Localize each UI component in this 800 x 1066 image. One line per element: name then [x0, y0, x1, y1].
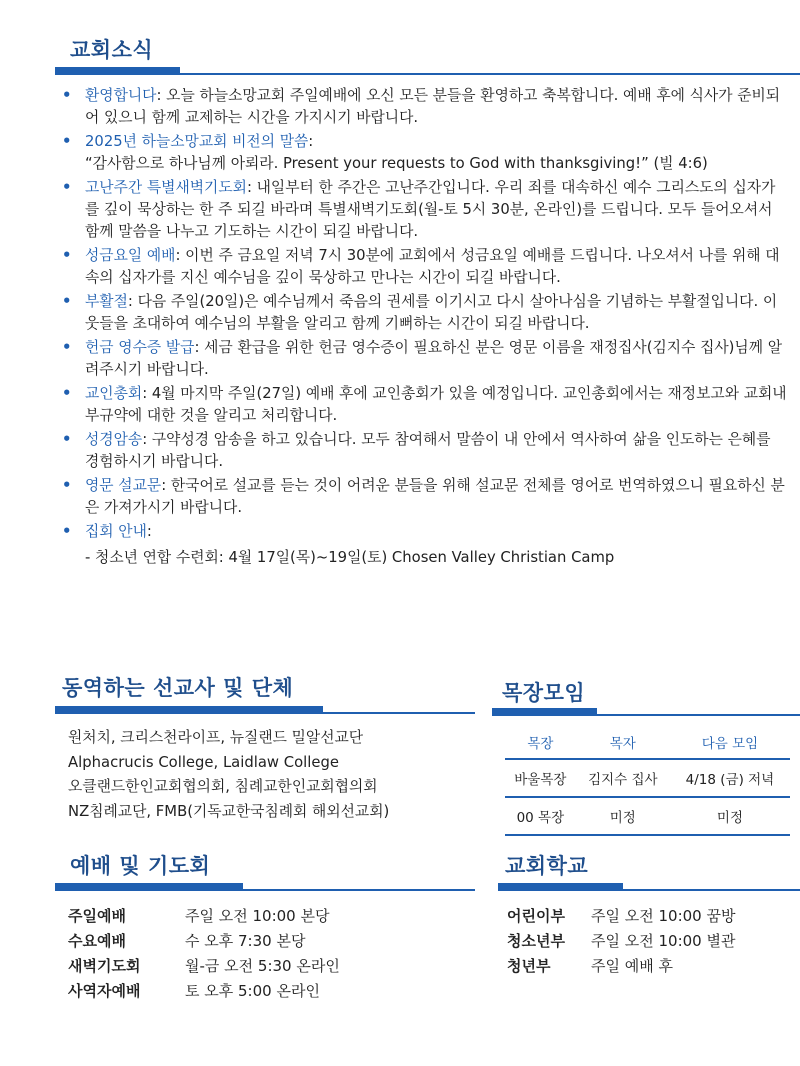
- header-cell: 다음 모임: [670, 730, 790, 759]
- cell-meeting-table: [505, 730, 790, 836]
- bullet-icon: •: [62, 523, 72, 540]
- missions-list: [68, 726, 389, 824]
- news-item: [62, 475, 787, 519]
- news-item: [62, 337, 787, 381]
- department-time: 주일 오전 10:00 꿈방: [591, 907, 736, 925]
- news-item-detail: - 청소년 연합 수련회: 4월 17일(목)~19일(토) Chosen Valley Christian Camp: [85, 549, 615, 566]
- bullet-icon: •: [62, 247, 72, 264]
- news-item-text: :: [308, 133, 314, 150]
- schedule-row: [68, 979, 340, 1004]
- mission-line: 원처치, 크리스천라이프, 뉴질랜드 밀알선교단: [68, 729, 364, 746]
- bullet-icon: •: [62, 431, 72, 448]
- service-time: 수 오후 7:30 본당: [185, 932, 306, 950]
- cells-title-rule: [492, 708, 800, 716]
- news-item: [62, 85, 787, 129]
- header-cell: 목자: [576, 730, 670, 759]
- service-name: 주일예배: [68, 907, 126, 925]
- news-item-label: 성금요일 예배: [85, 247, 176, 264]
- bullet-icon: •: [62, 339, 72, 356]
- news-item-label: 영문 설교문: [85, 477, 162, 494]
- department-time: 주일 오전 10:00 별관: [591, 932, 736, 950]
- news-item-text: : 이번 주 금요일 저녁 7시 30분에 교회에서 성금요일 예배를 드립니다. 나오셔서 나를 위해 대속의 십자가를 지신 예수님을 깊이 묵상하고 만나는 시간이 되길 바랍니다.: [85, 247, 780, 286]
- bullet-icon: •: [62, 133, 72, 150]
- news-item-text: : 오늘 하늘소망교회 주일예배에 오신 모든 분들을 환영하고 축복합니다. 예배 후에 식사가 준비되어 있으니 함께 교제하는 시간을 가지시기 바랍니다.: [85, 87, 781, 126]
- mission-line: Alphacrucis College, Laidlaw College: [68, 753, 339, 771]
- cell-name: 00 목장: [505, 797, 576, 835]
- bullet-icon: •: [62, 87, 72, 104]
- department-name: 청년부: [507, 957, 551, 975]
- service-name: 수요예배: [68, 932, 126, 950]
- school-title: 교회학교: [505, 854, 589, 878]
- news-item-text: :: [146, 523, 152, 540]
- news-item-label: 2025년 하늘소망교회 비전의 말씀: [85, 133, 309, 150]
- news-item-text: : 구약성경 암송을 하고 있습니다. 모두 참여해서 말씀이 내 안에서 역사하여 삶을 인도하는 은혜를 경험하시기 바랍니다.: [85, 431, 771, 470]
- news-item: [62, 131, 787, 175]
- news-item-text: : 한국어로 설교를 듣는 것이 어려운 분들을 위해 설교문 전체를 영어로 번역하였으니 필요하신 분은 가져가시기 바랍니다.: [85, 477, 785, 516]
- news-item: [62, 245, 787, 289]
- news-title-rule: [55, 67, 800, 75]
- news-item-detail: “감사함으로 하나님께 아뢰라. Present your requests to God with thanksgiving!” (빌 4:6): [85, 155, 708, 172]
- department-time: 주일 예배 후: [591, 957, 673, 975]
- department-name: 어린이부: [507, 907, 565, 925]
- cell-leader: 미정: [576, 797, 670, 835]
- news-title: 교회소식: [70, 38, 154, 62]
- news-item-label: 환영합니다: [85, 87, 157, 104]
- news-item-label: 집회 안내: [85, 523, 147, 540]
- worship-title-rule: [55, 883, 475, 891]
- mission-line: 오클랜드한인교회협의회, 침례교한인교회협의회: [68, 778, 378, 795]
- department-name: 청소년부: [507, 932, 565, 950]
- cell-leader: 김지수 집사: [576, 759, 670, 797]
- news-item-text: : 다음 주일(20일)은 예수님께서 죽음의 권세를 이기시고 다시 살아나심을 기념하는 부활절입니다. 이웃들을 초대하여 예수님의 부활을 알리고 함께 기뻐하는 시간이 되길 바랍니다.: [85, 293, 778, 332]
- news-list: [62, 85, 787, 571]
- mission-line: NZ침례교단, FMB(기독교한국침례회 해외선교회): [68, 802, 390, 820]
- news-item: [62, 177, 787, 243]
- cells-title: 목장모임: [502, 681, 586, 705]
- school-schedule: [507, 904, 735, 979]
- bullet-icon: •: [62, 385, 72, 402]
- schedule-row: [507, 954, 735, 979]
- schedule-row: [507, 904, 735, 929]
- news-item-text: : 내일부터 한 주간은 고난주간입니다. 우리 죄를 대속하신 예수 그리스도의 십자가를 깊이 묵상하는 한 주 되길 바라며 특별새벽기도회(월-토 5시 30분, 온라인)를 드립니다. 모두 들어오셔서 함께 말씀을 나누고 기도하는 시간이 되길 바랍니다.: [85, 179, 776, 240]
- service-name: 새벽기도회: [68, 957, 141, 975]
- service-time: 월-금 오전 5:30 온라인: [185, 957, 340, 975]
- schedule-row: [68, 954, 340, 979]
- news-item-text: : 4월 마지막 주일(27일) 예배 후에 교인총회가 있을 예정입니다. 교인총회에서는 재정보고와 교회내부규약에 대한 것을 알리고 처리합니다.: [85, 385, 787, 424]
- header-cell: 목장: [505, 730, 576, 759]
- schedule-row: [507, 929, 735, 954]
- news-item: [62, 429, 787, 473]
- table-row: [505, 759, 790, 797]
- worship-schedule: [68, 904, 340, 1004]
- schedule-row: [68, 929, 340, 954]
- news-item: [62, 521, 787, 569]
- news-item-label: 교인총회: [85, 385, 143, 402]
- bullet-icon: •: [62, 477, 72, 494]
- news-item-label: 헌금 영수증 발급: [85, 339, 195, 356]
- news-item: [62, 291, 787, 335]
- table-row: [505, 797, 790, 835]
- cell-name: 바울목장: [505, 759, 576, 797]
- news-item-label: 부활절: [85, 293, 128, 310]
- news-item: [62, 383, 787, 427]
- cell-next-meeting: 미정: [670, 797, 790, 835]
- news-item-text: : 세금 환급을 위한 헌금 영수증이 필요하신 분은 영문 이름을 재정집사(김지수 집사)님께 알려주시기 바랍니다.: [85, 339, 783, 378]
- schedule-row: [68, 904, 340, 929]
- school-title-rule: [498, 883, 800, 891]
- worship-title: 예배 및 기도회: [70, 854, 211, 878]
- missions-title-rule: [55, 706, 475, 714]
- news-item-label: 고난주간 특별새벽기도회: [85, 179, 247, 196]
- bullet-icon: •: [62, 179, 72, 196]
- service-name: 사역자예배: [68, 982, 141, 1000]
- missions-title: 동역하는 선교사 및 단체: [62, 676, 294, 700]
- news-item-label: 성경암송: [85, 431, 143, 448]
- service-time: 주일 오전 10:00 본당: [185, 907, 330, 925]
- service-time: 토 오후 5:00 온라인: [185, 982, 320, 1000]
- cell-next-meeting: 4/18 (금) 저녁: [670, 759, 790, 797]
- bullet-icon: •: [62, 293, 72, 310]
